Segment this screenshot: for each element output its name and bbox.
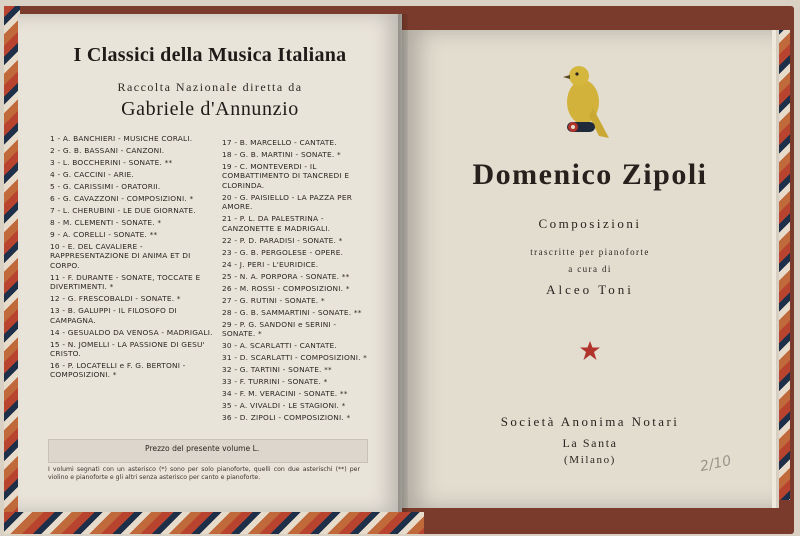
list-item: 4 - G. CACCINI - ARIE. (50, 170, 134, 179)
price-label: Prezzo del presente volume L. (145, 444, 260, 453)
list-item: 14 - GESUALDO DA VENOSA - MADRIGALI. (50, 327, 213, 337)
list-item: 35 - A. VIVALDI - LE STAGIONI. * (222, 401, 346, 411)
series-subtitle: Raccolta Nazionale diretta da (117, 80, 303, 94)
series-title: I Classici della Musica Italiana (73, 44, 347, 66)
list-item: 22 - P. D. PARADISI - SONATE. * (222, 235, 343, 245)
list-item: 7 - L. CHERUBINI - LE DUE GIORNATE. (50, 206, 196, 215)
asterisk-footnote: I volumi segnati con un asterisco (*) sono per solo pianoforte, quelli con due asterischi (**) per violino e pianoforte e gli altri senza asterisco per canto e pianoforte. (48, 466, 360, 481)
volume-list-right (222, 138, 370, 425)
marbled-edge-bottom (4, 512, 424, 534)
list-item: 28 - G. B. SAMMARTINI - SONATE. ** (222, 307, 362, 317)
composer-title: Domenico Zipoli (472, 158, 708, 191)
list-item: 1 - A. BANCHIERI - MUSICHE CORALI. (50, 134, 193, 143)
volume-list-left (50, 134, 215, 382)
list-item: 25 - N. A. PORPORA - SONATE. ** (222, 271, 350, 281)
list-item: 20 - G. PAISIELLO - LA PAZZA PER AMORE. (222, 192, 353, 212)
list-item: 2 - G. B. BASSANI - CANZONI. (50, 146, 165, 155)
publisher-name: Società Anonima Notari (500, 414, 680, 429)
list-item: 29 - P. G. SANDONI e SERINI - SONATE. * (222, 319, 337, 339)
list-item: 34 - F. M. VERACINI - SONATE. ** (222, 389, 348, 399)
list-item: 30 - A. SCARLATTI - CANTATE. (222, 341, 337, 351)
list-item: 23 - G. B. PERGOLESE - OPERE. (222, 247, 344, 257)
publisher-place: La Santa (562, 436, 618, 450)
publisher-city: (Milano) (564, 454, 616, 466)
list-item: 16 - P. LOCATELLI e F. G. BERTONI - COMPOSIZIONI. * (50, 361, 186, 380)
list-item: 26 - M. ROSSI - COMPOSIZIONI. * (222, 283, 350, 293)
list-item: 13 - B. GALUPPI - IL FILOSOFO DI CAMPAGNA. (50, 306, 177, 325)
list-item: 10 - E. DEL CAVALIERE - RAPPRESENTAZIONE DI ANIMA ET DI CORPO. (50, 242, 191, 270)
list-item: 9 - A. CORELLI - SONATE. ** (50, 230, 158, 239)
canary-publisher-emblem-icon (553, 60, 613, 144)
list-item: 6 - G. CAVAZZONI - COMPOSIZIONI. * (50, 194, 194, 203)
star-icon (579, 340, 601, 362)
editor-prefix: a cura di (568, 264, 612, 274)
list-item: 18 - G. B. MARTINI - SONATE. * (222, 150, 341, 159)
series-editor: Gabriele d'Annunzio (121, 98, 299, 120)
book-gutter (398, 14, 408, 512)
list-item: 27 - G. RUTINI - SONATE. * (222, 295, 325, 305)
list-item: 5 - G. CARISSIMI - ORATORII. (50, 182, 161, 191)
list-item: 12 - G. FRESCOBALDI - SONATE. * (50, 294, 181, 304)
list-item: 21 - P. L. DA PALESTRINA - CANZONETTE E MADRIGALI. (222, 214, 331, 233)
list-item: 17 - B. MARCELLO - CANTATE. (222, 138, 337, 147)
list-item: 11 - F. DURANTE - SONATE, TOCCATE E DIVERTIMENTI. * (50, 272, 201, 292)
list-item: 31 - D. SCARLATTI - COMPOSIZIONI. * (222, 353, 368, 363)
list-item: 19 - C. MONTEVERDI - IL COMBATTIMENTO DI TANCREDI E CLORINDA. (222, 162, 350, 190)
list-item: 24 - J. PERI - L'EURIDICE. (222, 259, 319, 269)
works-title: Composizioni (538, 216, 642, 231)
list-item: 32 - G. TARTINI - SONATE. ** (222, 365, 332, 375)
list-item: 3 - L. BOCCHERINI - SONATE. ** (50, 158, 173, 167)
pencil-price-note: 2/10 (698, 452, 733, 476)
transcription-note: trascritte per pianoforte (530, 247, 650, 257)
list-item: 15 - N. JOMELLI - LA PASSIONE DI GESU' CRISTO. (50, 339, 205, 359)
price-box (48, 439, 368, 463)
list-item: 33 - F. TURRINI - SONATE. * (222, 377, 328, 387)
editor-name: Alceo Toni (546, 282, 634, 297)
list-item: 8 - M. CLEMENTI - SONATE. * (50, 218, 162, 227)
list-item: 36 - D. ZIPOLI - COMPOSIZIONI. * (222, 413, 351, 423)
